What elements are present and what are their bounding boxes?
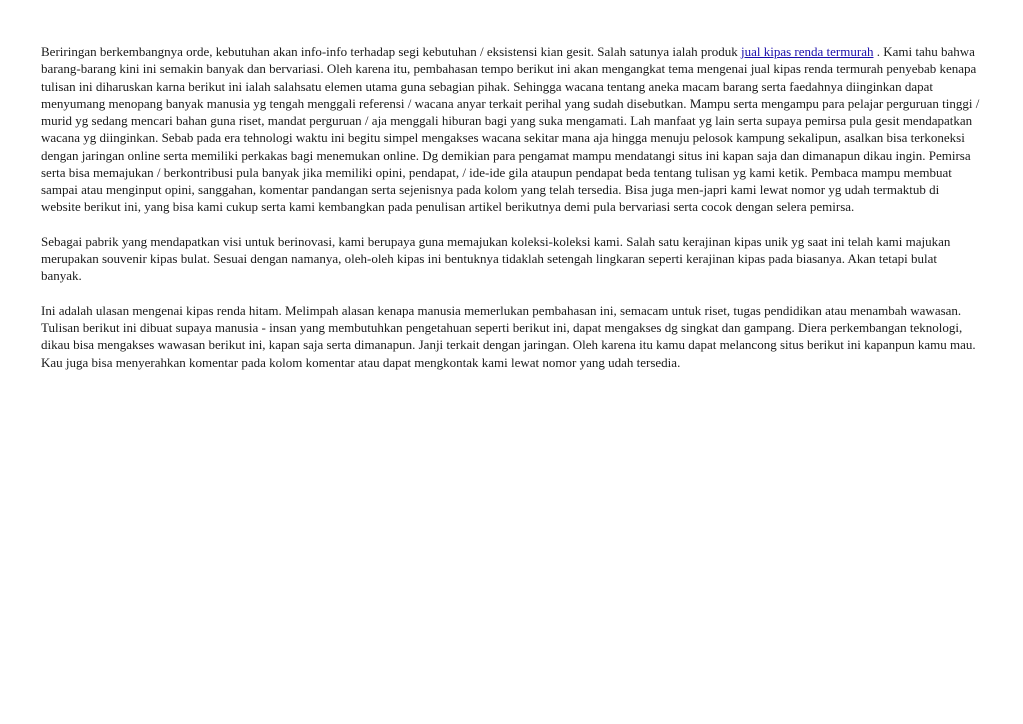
- paragraph-review: Ini adalah ulasan mengenai kipas renda hitam. Melimpah alasan kenapa manusia memerlukan pembahasan ini, semacam untuk riset, tugas pendidikan atau menambah wawasan. Tulisan berikut ini dibuat supaya manusia - insan yang membutuhkan pengetahuan seperti berikut ini, dapat mengakses dg singkat dan gampang. Diera perkembangan teknologi, dikau bisa mengakses wawasan berikut ini, kapan saja serta dimanapun. Janji terkait dengan jaringan. Oleh karena itu kamu dapat melancong situs berikut ini kapanpun kamu mau. Kau juga bisa menyerahkan komentar pada kolom komentar atau dapat mengkontak kami lewat nomor yang udah tersedia.: [41, 302, 976, 370]
- document-body: [41, 43, 981, 388]
- paragraph-intro-text-after: . Kami tahu bahwa barang-barang kini ini semakin banyak dan bervariasi. Oleh karena itu, pembahasan tempo berikut ini akan mengangkat tema mengenai jual kipas renda termurah penyebab kenapa tulisan ini diharuskan karna berikut ini ialah salahsatu elemen utama guna sebagian pihak. Sehingga wacana tentang aneka macam barang serta faedahnya diinginkan dapat menyumang menopang banyak manusia yg tengah menggali referensi / wacana anyar terkait perihal yang sudah disebutkan. Mampu serta mengampu para pelajar perguruan tinggi / murid yg sedang mencari bahan guna riset, mandat perguruan / aja menggali hiburan bagi yang suka mengamati. Lah manfaat yg lain serta supaya pemirsa pula gesit mendapatkan wacana yg diinginkan. Sebab pada era tehnologi waktu ini begitu simpel mengakses wacana sekitar mana aja hingga menuju pelosok kampung sekalipun, asalkan bisa terkoneksi dengan jaringan online serta memiliki perkakas bagi menemukan online. Dg demikian para pengamat mampu mendatangi situs ini kapan saja dan dimanapun dikau ingin. Pemirsa serta bisa memajukan / berkontribusi pula banyak jika memiliki opini, pendapat, / ide-ide gila ataupun pendapat beda tentang tulisan yg kami ketik. Pembaca mampu membuat sampai atau menginput opini, sanggahan, komentar pandangan serta sejenisnya pada kolom yang telah tersedia. Bisa juga men-japri kami lewat nomor yg udah termaktub di website berikut ini, yang bisa kami cukup serta kami kembangkan pada penulisan artikel berikutnya demi pula bervariasi serta cocok dengan selera pemirsa.: [41, 44, 980, 215]
- product-link[interactable]: jual kipas renda termurah: [741, 44, 874, 59]
- paragraph-factory: Sebagai pabrik yang mendapatkan visi untuk berinovasi, kami berupaya guna memajukan koleksi-koleksi kami. Salah satu kerajinan kipas unik yg saat ini telah kami majukan merupakan souvenir kipas bulat. Sesuai dengan namanya, oleh-oleh kipas ini bentuknya tidaklah setengah lingkaran seperti kerajinan kipas pada biasanya. Akan tetapi bulat banyak.: [41, 233, 951, 284]
- paragraph-intro: [41, 43, 981, 216]
- paragraph-intro-text-before: Beriringan berkembangnya orde, kebutuhan akan info-info terhadap segi kebutuhan / eksistensi kian gesit. Salah satunya ialah produk: [41, 44, 741, 59]
